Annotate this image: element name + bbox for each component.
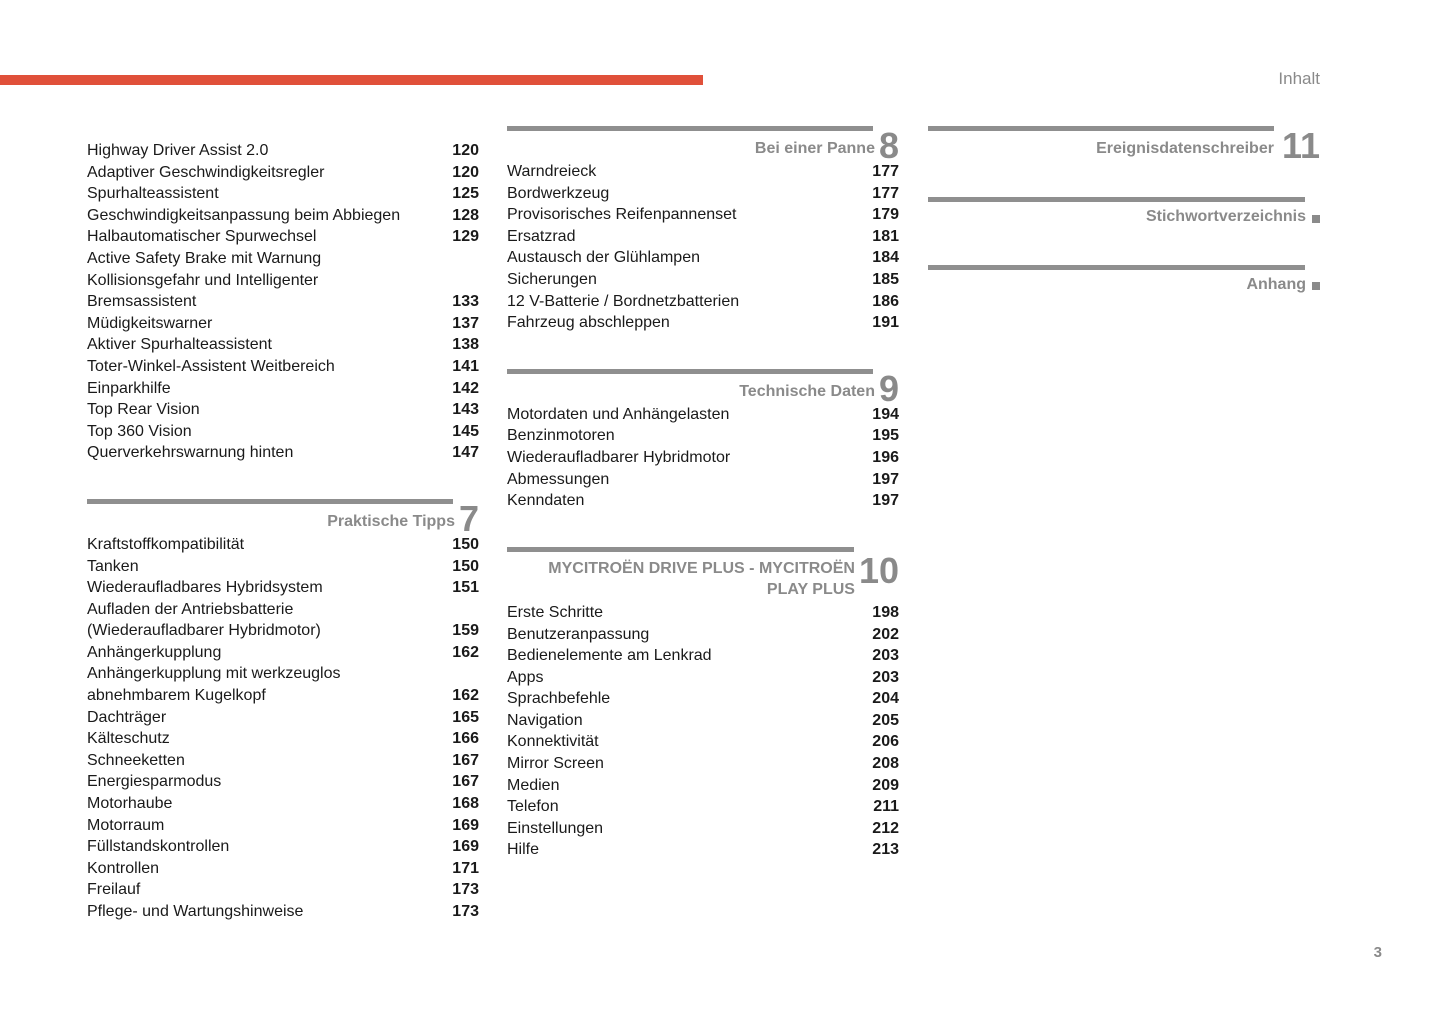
toc-entry[interactable] [507,775,899,797]
toc-entry[interactable] [87,399,479,421]
toc-entry-label: Pflege- und Wartungshinweise [87,903,304,920]
toc-entry-page: 173 [452,903,479,920]
section-number: 7 [458,497,479,539]
toc-entry-label: Navigation [507,711,583,729]
toc-entry[interactable] [87,226,479,248]
toc-entry-page: 150 [452,557,479,575]
toc-entry[interactable] [87,356,479,378]
toc-entry-page: 197 [872,492,899,510]
toc-entry-page: 184 [872,249,899,267]
toc-entry[interactable] [87,378,479,400]
toc-entry-page: 208 [872,755,899,773]
toc-entry-label: Wiederaufladbarer Hybridmotor [507,448,731,466]
toc-entry[interactable] [87,140,479,162]
section-header-9[interactable] [507,367,899,409]
section-header-7[interactable] [87,497,479,539]
toc-entry-page: 145 [452,422,479,440]
toc-entry[interactable] [87,815,479,837]
toc-entry-page: 167 [452,773,479,791]
section-header-index[interactable] [928,197,1320,229]
toc-entry[interactable] [87,707,479,729]
toc-entry-page: 186 [872,292,899,310]
toc-entry-label: Bedienelemente am Lenkrad [507,647,712,665]
toc-entry[interactable] [87,205,479,227]
toc-entry-label: Schneeketten [87,751,185,769]
toc-entry-label: Müdigkeitswarner [87,314,213,332]
toc-entry-page: 198 [872,603,899,621]
toc-entry-page: 197 [872,470,899,488]
toc-list-top [87,140,479,464]
toc-entry[interactable] [87,642,479,664]
toc-entry-page: 181 [872,227,899,245]
toc-entry-label: Anhängerkupplung [87,643,222,661]
toc-list-section-8 [507,161,899,334]
toc-entry-label: Warndreieck [507,163,597,180]
toc-entry-label: 12 V-Batterie / Bordnetzbatterien [507,292,740,310]
toc-entry-label: Einstellungen [507,819,604,837]
toc-entry-label: Motorraum [87,816,165,834]
toc-entry[interactable] [87,442,479,464]
toc-entry-label: Kenndaten [507,492,585,510]
toc-entry-page: 147 [452,444,479,462]
section-header-11[interactable] [928,125,1320,166]
toc-entry-page: 203 [872,647,899,665]
toc-entry-page: 166 [452,730,479,748]
toc-entry-page: 185 [872,270,899,288]
toc-entry-label: Spurhalteassistent [87,185,219,203]
toc-entry-label: Top 360 Vision [87,422,192,440]
toc-entry[interactable] [87,663,479,706]
toc-entry-page: 165 [452,708,479,726]
square-bullet-icon [1312,282,1320,290]
section-number: 11 [1281,125,1320,166]
toc-entry-page: 177 [872,163,899,180]
toc-entry[interactable] [507,667,899,689]
toc-entry-label: Fahrzeug abschleppen [507,314,670,332]
toc-entry-page: 173 [452,881,479,899]
toc-entry-label: Bordwerkzeug [507,184,610,202]
toc-entry-label: Dachträger [87,708,167,726]
toc-entry[interactable] [507,447,899,469]
toc-entry-label: Active Safety Brake mit Warnung Kollisionsgefahr und Intelligenter Bremsassistent [87,249,322,311]
toc-entry[interactable] [87,577,479,599]
toc-entry-page: 213 [872,841,899,859]
toc-entry-page: 150 [452,535,479,553]
toc-list-section-9 [507,404,899,512]
toc-entry-page: 167 [452,751,479,769]
toc-entry-page: 120 [452,142,479,159]
page-header-title: Inhalt [1278,69,1320,88]
toc-entry-label: Geschwindigkeitsanpassung beim Abbiegen [87,206,401,224]
section-title: Ereignisdatenschreiber [1096,140,1274,158]
section-title: Stichwortverzeichnis [1145,208,1306,225]
toc-entry-label: Kälteschutz [87,730,170,748]
toc-entry-label: Konnektivität [507,733,599,751]
toc-entry-page: 196 [872,448,899,466]
toc-entry-label: Kraftstoffkompatibilität [87,535,245,553]
section-title: Praktische Tipps [327,513,455,531]
toc-entry[interactable] [87,313,479,335]
toc-entry-label: Querverkehrswarnung hinten [87,444,294,462]
section-header-8[interactable] [507,125,899,166]
toc-list-section-10 [507,602,899,861]
toc-entry-page: 138 [452,336,479,354]
toc-entry[interactable] [507,710,899,732]
toc-entry[interactable] [507,688,899,710]
toc-entry[interactable] [87,599,479,642]
toc-entry-label: Toter-Winkel-Assistent Weitbereich [87,357,335,375]
toc-entry-label: Erste Schritte [507,603,604,621]
section-title: Anhang [1246,275,1306,293]
toc-entry-label: Füllstandskontrollen [87,838,230,856]
toc-entry[interactable] [507,731,899,753]
toc-entry-page: 162 [452,687,479,705]
toc-entry-page: 204 [872,690,899,708]
toc-entry[interactable] [87,836,479,858]
toc-entry[interactable] [87,334,479,356]
toc-entry-label: Top Rear Vision [87,401,200,419]
toc-entry[interactable] [507,490,899,512]
toc-entry-label: Tanken [87,557,139,575]
toc-entry[interactable] [87,534,479,556]
square-bullet-icon [1312,215,1320,223]
toc-entry-label: Wiederaufladbares Hybridsystem [87,579,323,597]
toc-entry-label: Mirror Screen [507,755,604,773]
toc-entry-page: 169 [452,816,479,834]
toc-entry-page: 209 [872,776,899,794]
toc-entry-page: 211 [873,798,899,816]
toc-entry[interactable] [507,291,899,313]
toc-entry-label: Benzinmotoren [507,427,615,445]
toc-entry-label: Sprachbefehle [507,690,611,708]
toc-entry-label: Hilfe [507,841,540,859]
toc-entry-page: 141 [452,357,479,375]
toc-entry[interactable] [507,161,899,183]
toc-entry[interactable] [87,771,479,793]
toc-entry[interactable] [87,879,479,901]
toc-entry[interactable] [507,839,899,861]
toc-entry-page: 203 [872,668,899,686]
toc-entry[interactable] [87,750,479,772]
toc-entry-label: Benutzeranpassung [507,625,650,643]
toc-column-2 [507,126,899,861]
toc-entry-label: Apps [507,668,544,686]
toc-entry-label: Highway Driver Assist 2.0 [87,142,269,159]
toc-entry[interactable] [507,645,899,667]
toc-entry[interactable] [507,404,899,426]
toc-entry-label: Motordaten und Anhängelasten [507,405,730,423]
accent-bar [0,75,703,85]
toc-entry-label: Aufladen der Antriebsbatterie (Wiederaufladbarer Hybridmotor) [87,600,321,640]
section-number: 10 [858,549,899,591]
toc-entry-label: Kontrollen [87,859,160,877]
toc-entry-page: 169 [452,838,479,856]
toc-entry-page: 206 [872,733,899,751]
section-rule [928,265,1305,270]
toc-entry-label: Aktiver Spurhalteassistent [87,336,272,354]
section-header-10[interactable] [507,547,899,602]
toc-entry-page: 162 [452,643,479,661]
toc-entry-page: 195 [872,427,899,445]
toc-entry-label: Einparkhilfe [87,379,171,397]
toc-entry[interactable] [87,183,479,205]
toc-entry-page: 168 [452,795,479,813]
toc-entry[interactable] [507,312,899,334]
toc-entry-page: 177 [872,184,899,202]
toc-entry[interactable] [507,183,899,205]
toc-entry[interactable] [507,204,899,226]
toc-entry-page: 128 [452,206,479,224]
toc-entry[interactable] [87,162,479,184]
toc-entry-label: Telefon [507,798,559,816]
section-header-appendix[interactable] [928,265,1320,297]
toc-entry[interactable] [507,226,899,248]
toc-entry-page: 142 [452,379,479,397]
toc-entry-page: 159 [452,622,479,640]
toc-entry[interactable] [87,556,479,578]
toc-entry-page: 212 [872,819,899,837]
toc-entry-page: 205 [872,711,899,729]
toc-entry-label: Medien [507,776,560,794]
toc-entry-label: Abmessungen [507,470,610,488]
toc-entry-label: Provisorisches Reifenpannenset [507,206,737,224]
toc-entry[interactable] [87,858,479,880]
toc-column-3 [928,126,1320,296]
toc-entry[interactable] [507,796,899,818]
section-number: 9 [878,367,899,409]
toc-entry[interactable] [87,793,479,815]
toc-entry[interactable] [507,425,899,447]
toc-entry-page: 191 [872,314,899,332]
toc-entry-page: 171 [452,859,479,877]
toc-entry-page: 125 [452,185,479,203]
toc-entry-label: Freilauf [87,881,141,899]
toc-entry-label: Adaptiver Geschwindigkeitsregler [87,163,325,181]
section-title: Technische Daten [739,383,875,401]
toc-entry[interactable] [87,421,479,443]
toc-entry-page: 137 [452,314,479,332]
toc-entry-label: Sicherungen [507,270,597,288]
toc-entry[interactable] [87,728,479,750]
toc-entry-page: 143 [452,401,479,419]
toc-entry-page: 179 [872,206,899,224]
toc-entry-label: Ersatzrad [507,227,576,245]
toc-entry-page: 133 [452,293,479,311]
section-title: MYCITROËN DRIVE PLUS - MYCITROËN PLAY PLUS [548,559,855,599]
page-number: 3 [1373,944,1382,961]
toc-entry-label: Anhängerkupplung mit werkzeuglos abnehmbarem Kugelkopf [87,665,341,705]
section-title: Bei einer Panne [754,140,875,158]
toc-entry[interactable] [507,602,899,624]
toc-entry-label: Halbautomatischer Spurwechsel [87,228,317,246]
section-number: 8 [878,125,899,166]
toc-entry-page: 202 [872,625,899,643]
toc-entry-page: 151 [452,579,479,597]
toc-entry[interactable] [507,247,899,269]
toc-list-section-7 [87,534,479,923]
toc-entry-page: 194 [872,405,899,423]
toc-entry[interactable] [507,269,899,291]
toc-entry[interactable] [87,901,479,923]
toc-entry[interactable] [507,818,899,840]
toc-entry-label: Energiesparmodus [87,773,222,791]
toc-entry-label: Motorhaube [87,795,173,813]
section-rule [928,197,1305,202]
toc-column-1 [87,140,479,923]
toc-entry-page: 120 [452,163,479,181]
toc-entry[interactable] [507,624,899,646]
toc-entry[interactable] [87,248,479,313]
toc-entry-label: Austausch der Glühlampen [507,249,700,267]
toc-entry[interactable] [507,753,899,775]
toc-entry-page: 129 [452,228,479,246]
toc-entry[interactable] [507,469,899,491]
